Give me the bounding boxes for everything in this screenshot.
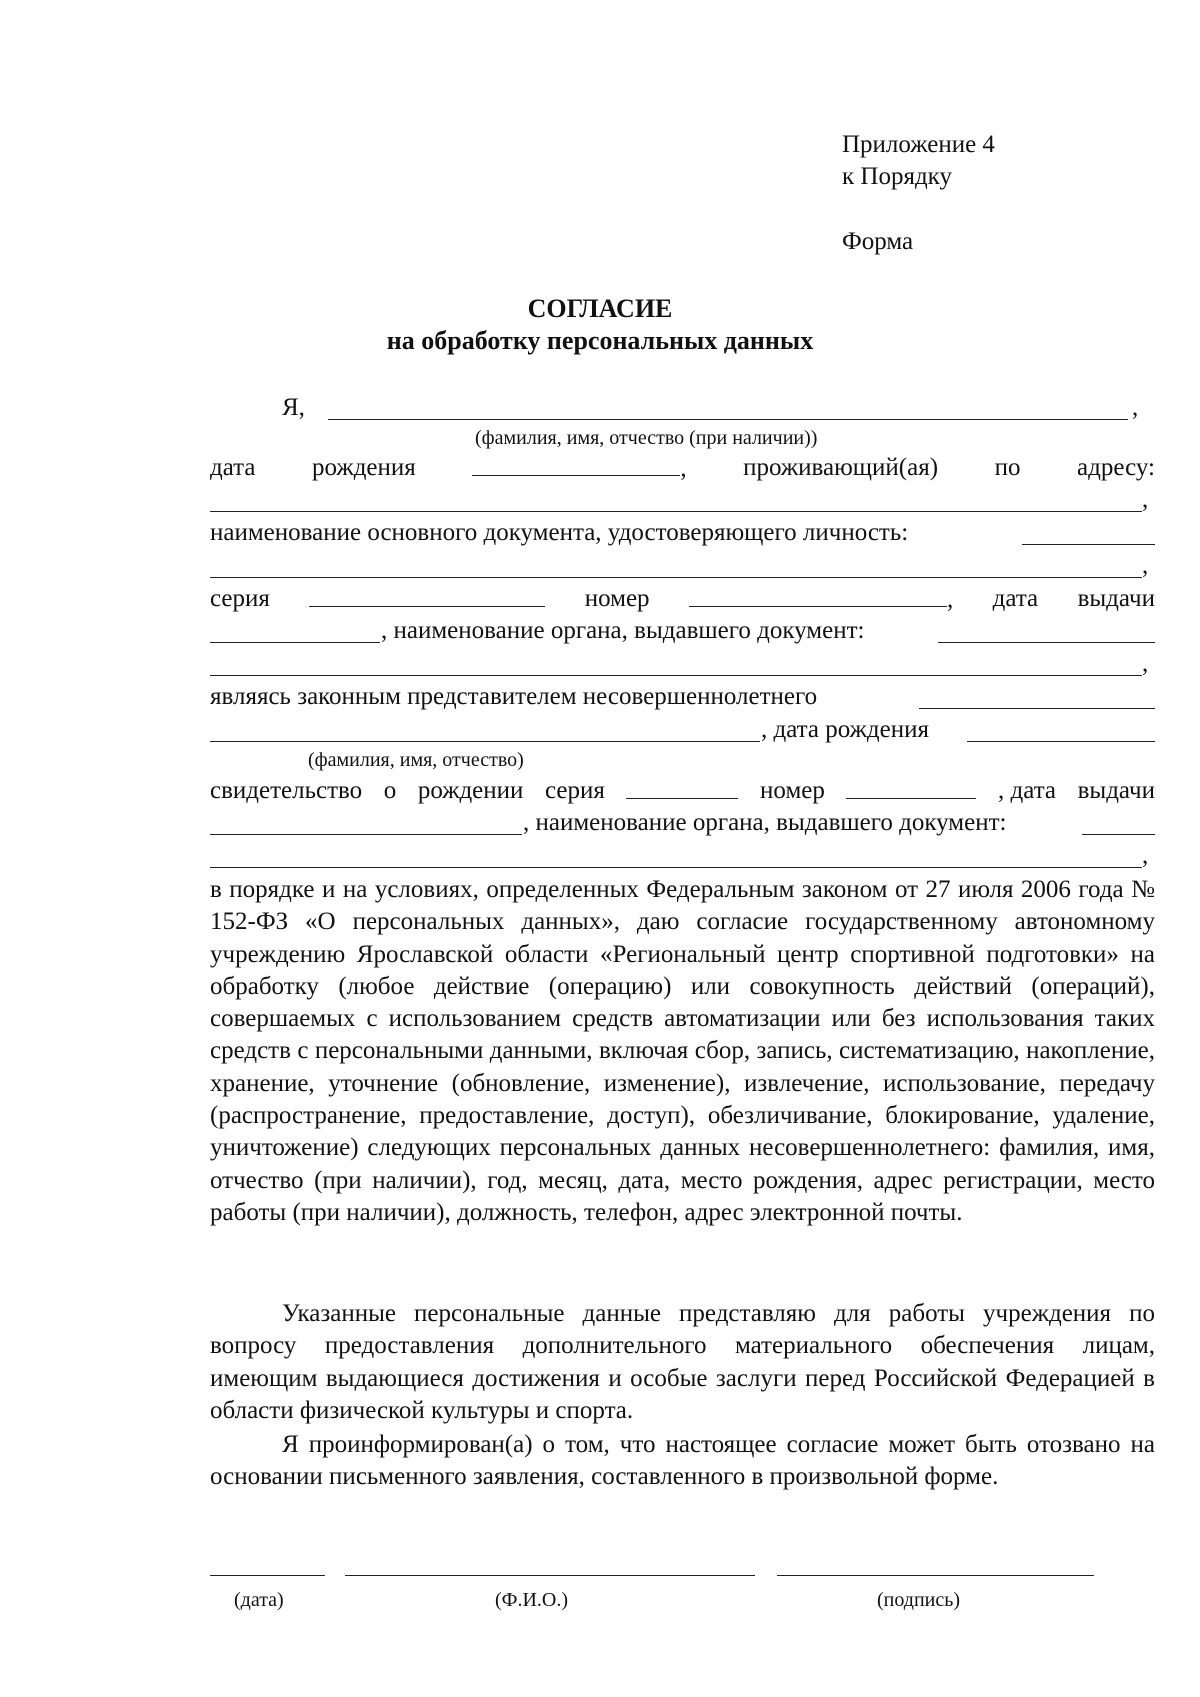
issue-date-field[interactable] xyxy=(210,642,380,643)
birth-date-field[interactable] xyxy=(472,453,680,476)
number-field[interactable] xyxy=(689,584,947,607)
issue-date-label-2: выдачи xyxy=(1077,585,1155,612)
comma: , xyxy=(1142,842,1149,869)
id-document-label: наименование основного документа, удостоверяющего личность: xyxy=(210,519,909,546)
issuer-field[interactable] xyxy=(938,642,1155,643)
id-document-field[interactable] xyxy=(1022,544,1155,545)
sign-caption: (подпись) xyxy=(877,1589,961,1611)
cert-issuer-field[interactable] xyxy=(1082,834,1155,835)
revocation-paragraph: Я проинформирован(а) о том, что настоящее согласие может быть отозвано на основании письменного заявления, составленного в произвольной форме. xyxy=(210,1431,1155,1491)
purpose-paragraph: Указанные персональные данные представляю для работы учреждения по вопросу предоставления дополнительного материального обеспечения лицам, имеющим выдающиеся достижения и особые заслуги перед Российской Федерацией в области физической культуры и спорта. xyxy=(210,1300,1155,1424)
document-title: СОГЛАСИЕ xyxy=(527,294,673,323)
minor-name-field[interactable] xyxy=(919,708,1155,709)
id-document-field-2[interactable] xyxy=(210,577,1142,578)
guardian-label: являясь законным представителем несовершеннолетнего xyxy=(210,683,818,710)
order-label: к Порядку xyxy=(842,163,952,190)
address-label: адресу: xyxy=(1077,454,1155,481)
comma: , xyxy=(1132,394,1139,421)
comma: , xyxy=(1142,650,1149,677)
birth-cert-issue-2: выдачи xyxy=(1077,777,1155,804)
birth-cert-number-field[interactable] xyxy=(846,776,976,799)
document-subtitle: на обработку персональных данных xyxy=(386,326,814,355)
minor-name-field-2[interactable] xyxy=(210,741,760,742)
child-fio-caption: (фамилия, имя, отчество) xyxy=(308,749,524,771)
i-prefix: Я, xyxy=(282,394,305,421)
date-signature-line[interactable] xyxy=(210,1575,325,1576)
number-group xyxy=(689,584,953,614)
issuer-field-2[interactable] xyxy=(210,675,1142,676)
birth-address-row xyxy=(210,453,1155,483)
fio-field[interactable] xyxy=(328,419,1128,420)
issue-date-label-1: дата xyxy=(992,585,1039,612)
address-field[interactable] xyxy=(210,511,1142,512)
issuer-label: , наименование органа, выдавшего документ: xyxy=(381,617,865,644)
birth-cert-word-2: о xyxy=(383,777,397,804)
cert-issuer-field-2[interactable] xyxy=(210,867,1142,868)
number-label: номер xyxy=(584,585,650,612)
birth-cert-number-label: номер xyxy=(760,777,825,804)
birth-cert-issue-1: , дата xyxy=(998,777,1057,804)
form-label: Форма xyxy=(842,228,914,255)
child-birth-date-field[interactable] xyxy=(967,741,1155,742)
birth-date-label-1: дата xyxy=(210,454,256,481)
comma: , xyxy=(946,586,954,613)
series-label: серия xyxy=(210,585,270,612)
birth-date-label-2: рождения xyxy=(312,454,416,481)
appendix-label: Приложение 4 xyxy=(842,131,995,158)
birth-cert-word-3: рождении xyxy=(417,777,524,804)
residing-label: проживающий(ая) xyxy=(743,454,939,481)
signature-line[interactable] xyxy=(777,1575,1094,1576)
fio-signature-line[interactable] xyxy=(345,1575,755,1576)
birth-certificate-row xyxy=(210,776,1155,806)
birth-cert-series-field[interactable] xyxy=(626,776,738,799)
consent-paragraph: в порядке и на условиях, определенных Федеральным законом от 27 июля 2006 года № 152-ФЗ «О персональных данных», даю согласие государственному автономному учреждению Ярославской области «Региональный центр спортивной подготовки» на обработку (любое действие (операцию) или совокупность действий (операций), совершаемых с использованием средств автоматизации или без использования таких средств с персональными данными, включая сбор, запись, систематизацию, накопление, хранение, уточнение (обновление, изменение), извлечение, использование, передачу (распространение, предоставление, доступ), обезличивание, блокирование, удаление, уничтожение) следующих персональных данных несовершеннолетнего: фамилия, имя, отчество (при наличии), год, месяц, дата, место рождения, адрес регистрации, место работы (при наличии), должность, телефон, адрес электронной почты. xyxy=(210,876,1155,1226)
child-birth-date-label: , дата рождения xyxy=(761,716,929,743)
fio-caption: (фамилия, имя, отчество (при наличии)) xyxy=(475,427,818,449)
comma: , xyxy=(1142,552,1149,579)
fio-caption: (Ф.И.О.) xyxy=(495,1589,569,1611)
comma: , xyxy=(1142,486,1149,513)
cert-issuer-label: , наименование органа, выдавшего документ: xyxy=(523,809,1007,836)
birth-date-group xyxy=(472,453,686,483)
birth-cert-word-1: свидетельство xyxy=(210,777,363,804)
at-label: по xyxy=(994,454,1021,481)
series-number-row xyxy=(210,584,1155,614)
series-field[interactable] xyxy=(309,584,545,607)
birth-cert-series-label: серия xyxy=(545,777,605,804)
date-caption: (дата) xyxy=(234,1589,284,1611)
comma: , xyxy=(680,455,687,482)
birth-cert-date-field[interactable] xyxy=(210,834,522,835)
